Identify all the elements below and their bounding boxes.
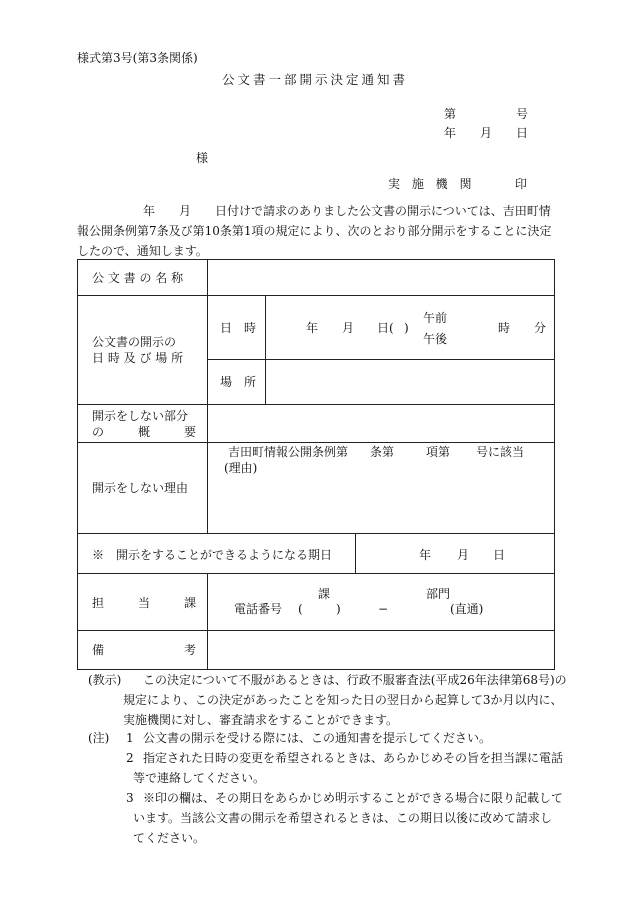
future-date-label: ※ 開示をすることができるようになる期日 [92,548,333,562]
datetime-label: 日 時 [220,321,257,335]
reason-paragraph: 項第 [426,445,451,459]
note-3-line-1: ※印の欄は、その期日をあらかじめ明示することができる場合に限り記載して [143,791,564,805]
contact-department: 部門 [426,587,451,601]
agency-label: 実 施 機 関 [388,177,476,191]
dt-day: 日( [377,321,394,335]
datetime-place-label-1: 公文書の開示の [92,335,177,349]
undisclosed-summary-label-2a: の [92,425,105,439]
note-2-number: 2 [126,751,134,765]
reason-ordinance: 吉田町情報公開条例第 [228,445,349,459]
date-month: 月 [479,126,492,140]
datetime-place-label-2: 日 時 及 び 場 所 [92,351,184,365]
hour-label: 時 [498,321,511,335]
teaching-line-2: 規定により、この決定があったことを知った日の翌日から起算して3か月以内に、 [123,693,563,707]
note-label: (注) [88,731,110,745]
date-year: 年 [444,126,457,140]
teaching-line-3: 実施機関に対し、審査請求をすることができます。 [123,713,399,727]
reason-article: 条第 [370,445,395,459]
minute-label: 分 [534,321,547,335]
implementing-agency [388,177,528,191]
teaching-line-1: この決定について不服があるときは、行政不服審査法(平成26年法律第68号)の [143,673,567,687]
intro-text: 日付けで請求のありました公文書の開示については、吉田町情報公開条例第7条及び第10条第1項の規定により、次のとおり部分開示をすることに決定したので、通知します。 [77,204,552,258]
decision-table [77,259,555,670]
document-date [444,127,528,139]
reason-item: 号に該当 [476,445,525,459]
future-day: 日 [493,548,506,562]
pm-label: 午後 [423,332,448,346]
contact-paren-close: ) [336,602,341,616]
contact-label-a: 担 [92,596,105,610]
future-month: 月 [457,548,470,562]
contact-label-b: 当 [138,596,151,610]
note-2-line-1: 指定された日時の変更を希望されるときは、あらかじめその旨を担当課に電話 [143,751,564,765]
number-suffix: 号 [515,107,528,121]
undisclosed-summary-label-1: 開示をしない部分 [92,409,189,423]
date-day: 日 [515,126,528,140]
note-3-line-2: います。当該公文書の開示を希望されるときは、この期日以後に改めて請求し [133,811,553,825]
remarks-label-a: 備 [92,643,105,657]
note-2-line-2: 等で連絡してください。 [133,771,266,785]
intro-paragraph [77,201,557,261]
addressee-suffix: 様 [196,151,209,165]
note-3-number: 3 [126,791,134,805]
doc-name-label: 公 文 書 の 名 称 [92,271,184,285]
contact-paren-open: ( [298,602,303,616]
intro-month: 月 [179,204,192,218]
note-1-text: 公文書の開示を受ける際には、この通知書を提示してください。 [143,731,492,745]
intro-year: 年 [143,204,156,218]
reason-sub: (理由) [224,461,258,475]
number-prefix: 第 [444,107,457,121]
place-label: 場 所 [220,375,257,389]
contact-dash: − [378,602,389,616]
reason-label: 開示をしない理由 [92,481,189,495]
undisclosed-summary-label-2b: 概 [138,425,151,439]
remarks-label-b: 考 [184,643,197,657]
contact-section: 課 [318,587,331,601]
contact-direct: (直通) [450,602,484,616]
document-title: 公文書一部開示決定通知書 [221,72,408,87]
document-number [444,108,528,120]
teaching-label: (教示) [88,673,122,687]
form-number-label: 様式第3号(第3条関係) [77,51,198,65]
dt-close: ) [404,321,409,335]
am-label: 午前 [423,311,448,325]
undisclosed-summary-label-2c: 要 [184,425,197,439]
contact-phone-label: 電話番号 [234,602,283,616]
dt-year: 年 [306,321,319,335]
note-1-number: 1 [126,731,134,745]
note-3-line-3: てください。 [133,831,206,845]
dt-month: 月 [342,321,355,335]
future-year: 年 [419,548,432,562]
seal-mark: 印 [515,177,528,191]
contact-label-c: 課 [184,596,197,610]
